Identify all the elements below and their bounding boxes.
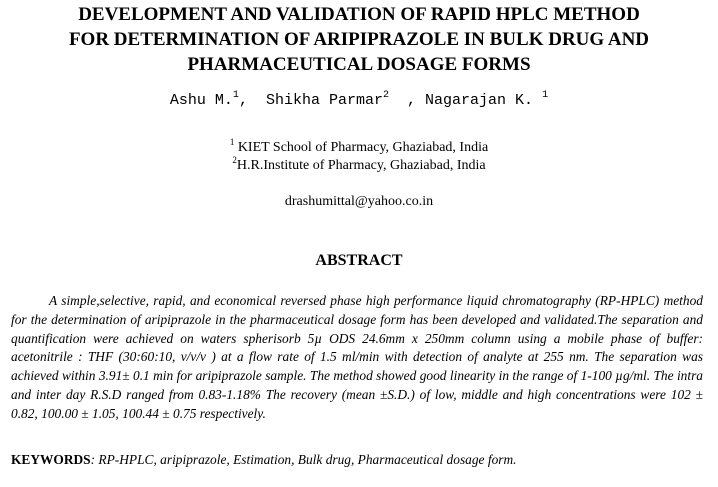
- affiliations: [0, 139, 718, 175]
- author-affiliation-mark: 1: [232, 90, 239, 101]
- abstract-heading: ABSTRACT: [315, 252, 403, 269]
- affiliation-text: H.R.Institute of Pharmacy, Ghaziabad, India: [236, 158, 486, 173]
- abstract-body: A simple,selective, rapid, and economical reversed phase high performance liquid chromatography (RP-HPLC) method for the determination of aripiprazole in the pharmaceutical dosage form has been developed and validated.The separation and quantification were achieved on waters spherisorb 5µ ODS 24.6mm x 250mm column using a mobile phase of buffer: acetonitrile : THF (30:60:10, v/v/v ) at a flow rate of 1.5 ml/min with detection of analyte at 255 nm. The separation was achieved within 3.91± 0.1 min for aripiprazole sample. The method showed good linearity in the range of 1-100 µg/ml. The intra and inter day R.S.D ranged from 0.83-1.18% The recovery (mean ±S.D.) of low, middle and high concentrations were 102 ± 0.82, 100.00 ± 1.05, 100.44 ± 0.75 respectively.: [11, 293, 703, 421]
- affiliation-mark: 1: [229, 137, 235, 147]
- affiliation-text: KIET School of Pharmacy, Ghaziabad, India: [237, 140, 489, 155]
- author-affiliation-mark: 2: [382, 90, 389, 101]
- author-separator: ,: [389, 92, 426, 109]
- author-name: Shikha Parmar: [265, 92, 383, 109]
- affiliation-line: [0, 139, 718, 157]
- paper-title: [0, 2, 718, 77]
- affiliation-line: [0, 157, 718, 175]
- author-list: [0, 91, 718, 111]
- author-name: Nagarajan K.: [425, 92, 534, 109]
- affiliation-mark: 2: [232, 155, 237, 165]
- title-line-3: PHARMACEUTICAL DOSAGE FORMS: [187, 54, 531, 75]
- contact-email: drashumittal@yahoo.co.in: [284, 194, 434, 209]
- title-line-2: FOR DETERMINATION OF ARIPIPRAZOLE IN BULK DRUG AND: [68, 29, 650, 50]
- keywords-text: : RP-HPLC, aripiprazole, Estimation, Bulk drug, Pharmaceutical dosage form.: [90, 452, 517, 467]
- author-name: Ashu M.: [169, 92, 233, 109]
- keywords-label: KEYWORDS: [11, 452, 91, 467]
- title-line-1: DEVELOPMENT AND VALIDATION OF RAPID HPLC METHOD: [78, 4, 640, 25]
- author-separator: ,: [238, 92, 266, 109]
- author-affiliation-mark: 1: [542, 90, 549, 101]
- author-spacer: [533, 92, 542, 109]
- keywords-line: [11, 451, 703, 469]
